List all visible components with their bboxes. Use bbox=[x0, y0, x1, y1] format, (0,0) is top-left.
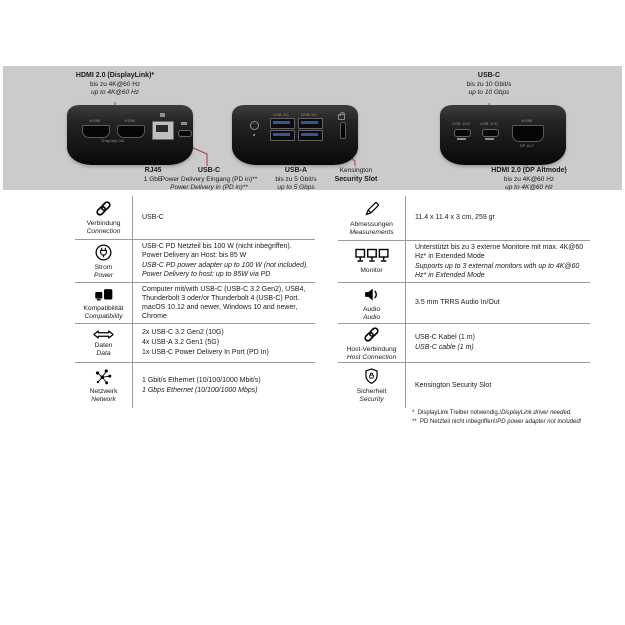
spec-label-de: Verbindung bbox=[86, 220, 121, 227]
spec-value-cell bbox=[132, 363, 315, 408]
annotation-usbc-pd bbox=[161, 167, 257, 193]
spec-row-security bbox=[338, 362, 590, 408]
usb10g-label-2: USB 10G bbox=[479, 121, 499, 126]
annotation-title: USB-A bbox=[284, 167, 308, 174]
usb-a-tab bbox=[301, 121, 318, 124]
usb-a-port-1 bbox=[270, 118, 295, 129]
spec-row-audio bbox=[338, 282, 590, 323]
annotation-title: HDMI 2.0 (DP Altmode) bbox=[491, 167, 567, 174]
spec-label-de: Audio bbox=[362, 305, 381, 313]
spec-icon-cell bbox=[338, 283, 405, 323]
dock-back-view bbox=[232, 105, 358, 165]
usb-c-10g-port-1 bbox=[454, 129, 471, 137]
spec-value-de: 1 Gbit/s Ethernet (10/100/1000 Mbit/s) bbox=[142, 376, 261, 384]
dock-front-ports-view bbox=[440, 105, 566, 165]
footnote-text-de: DisplayLink Treiber notwendig./ bbox=[417, 410, 502, 416]
footnote-marker: * bbox=[412, 410, 415, 416]
usb-a-tab bbox=[273, 121, 290, 124]
spec-label-en: Data bbox=[96, 349, 111, 357]
annotation-hdmi-displaylink bbox=[76, 72, 154, 98]
annotation-title: USB-C bbox=[477, 72, 501, 79]
spec-value-cell bbox=[405, 363, 590, 408]
usb5g-label-2: USB 5G bbox=[301, 112, 317, 117]
spec-value-cell bbox=[405, 241, 590, 282]
spec-label-en: Power bbox=[94, 271, 113, 279]
spec-table-right bbox=[338, 196, 590, 408]
spec-row-measurements bbox=[338, 196, 590, 240]
kensington-lock-icon bbox=[338, 114, 345, 120]
spec-icon-cell bbox=[75, 196, 132, 239]
speaker-icon bbox=[362, 285, 381, 304]
spec-row-network bbox=[75, 362, 315, 408]
annotation-line-1: Kensington bbox=[339, 167, 373, 174]
spec-label-de: Kompatibilität bbox=[83, 304, 124, 312]
spec-table-left bbox=[75, 196, 315, 408]
spec-label-en: Compatibility bbox=[84, 312, 123, 320]
spec-value-cell bbox=[405, 196, 590, 240]
hdmi-dp-altmode-port bbox=[512, 125, 544, 142]
spec-label-en: Connection bbox=[86, 228, 121, 235]
spec-row-data bbox=[75, 323, 315, 362]
hdmi-port-1 bbox=[82, 125, 110, 138]
spec-icon-cell bbox=[75, 283, 132, 323]
rj45-port bbox=[152, 121, 174, 140]
network-icon bbox=[94, 367, 113, 386]
spec-row-connection bbox=[75, 196, 315, 239]
annotation-hdmi-dp bbox=[491, 167, 566, 193]
footnote-marker: ** bbox=[412, 419, 417, 425]
spec-icon-cell bbox=[338, 324, 405, 362]
annotation-usba bbox=[275, 167, 316, 193]
usb-a-tab bbox=[301, 133, 318, 136]
spec-value: 3.5 mm TRRS Audio In/Out bbox=[415, 299, 500, 306]
pd-port-icon bbox=[181, 122, 187, 125]
spec-label-de: Sicherheit bbox=[356, 388, 387, 395]
spec-value-cell bbox=[132, 240, 315, 282]
spec-value-cell bbox=[132, 283, 315, 323]
monitors-icon bbox=[355, 248, 389, 265]
annotation-line-en: Power Delivery in (PD in)** bbox=[170, 184, 248, 191]
footnote-text-en: PD power adapter not included! bbox=[497, 419, 582, 425]
dp-alt-label: DP ALT bbox=[519, 143, 535, 148]
spec-icon-cell bbox=[75, 363, 132, 408]
usbc-marking-1 bbox=[457, 138, 466, 140]
spec-label-de: Host-Verbindung bbox=[346, 345, 397, 353]
hdmi2-port-label: HDMI bbox=[124, 118, 136, 123]
ruler-icon bbox=[362, 200, 381, 219]
annotation-title: RJ45 bbox=[144, 167, 162, 174]
spec-value-cell bbox=[132, 196, 315, 239]
annotation-line: 1 GbE bbox=[143, 175, 163, 183]
usb10g-label-1: USB 10G bbox=[451, 121, 471, 126]
spec-label-de: Strom bbox=[94, 263, 113, 271]
spec-row-host-connection bbox=[338, 323, 590, 362]
power-plug-icon bbox=[94, 243, 113, 262]
annotation-line-en: up to 5 Gbps bbox=[277, 184, 315, 191]
spec-label-en: Security bbox=[359, 396, 384, 403]
spec-value-de: USB-C Kabel (1 m) bbox=[415, 334, 475, 341]
spec-icon-cell bbox=[75, 240, 132, 282]
spec-value-line: 1x USB-C Power Delivery In Port (PD In) bbox=[142, 349, 269, 356]
hdmi1-port-label: HDMI bbox=[89, 118, 101, 123]
footnotes bbox=[412, 409, 581, 427]
footnote-text-de: PD Netzteil nicht inbegriffen!/ bbox=[420, 419, 498, 425]
footnote-text-en: DisplayLink driver needed. bbox=[501, 410, 572, 416]
network-port-icon bbox=[160, 113, 165, 117]
spec-row-power bbox=[75, 239, 315, 282]
displaylink-label: DisplayLink bbox=[101, 138, 125, 143]
spec-value-de: USB-C PD Netzteil bis 100 W (nicht inbegriffen). Power Delivery an Host: bis 85 W bbox=[142, 243, 292, 259]
spec-label-en: Host Connection bbox=[346, 353, 397, 361]
power-button bbox=[250, 121, 259, 130]
spec-value-en: USB-C cable (1 m) bbox=[415, 344, 474, 351]
kensington-slot bbox=[340, 122, 346, 139]
hdmi-out-label: HDMI bbox=[521, 118, 533, 123]
spec-value-en: USB-C PD power adapter up to 100 W (not included). Power Delivery to host: up to 85W via PD bbox=[142, 262, 309, 278]
annotation-line-de: bis zu 5 Gbit/s bbox=[275, 175, 317, 183]
spec-value: 11.4 x 11.4 x 3 cm, 259 gr bbox=[415, 214, 495, 221]
spec-row-monitor bbox=[338, 240, 590, 282]
usb-a-port-4 bbox=[298, 130, 323, 141]
annotation-title: HDMI 2.0 (DisplayLink)* bbox=[75, 72, 155, 79]
spec-value: Computer mit/with USB-C (USB-C 3.2 Gen2), USB4, Thunderbolt 3 oder/or Thunderbolt 4 (USB-C) Port. macOS 10.12 and newer, Windows 10 and newer, Chrome bbox=[142, 285, 306, 320]
usb-c-pd-port bbox=[178, 130, 192, 137]
spec-value-line: 4x USB-A 3.2 Gen1 (5G) bbox=[142, 339, 220, 346]
spec-row-compatibility bbox=[75, 282, 315, 323]
dock-front-view bbox=[67, 105, 193, 165]
annotation-line-de: bis zu 4K@60 Hz bbox=[503, 175, 555, 183]
spec-value-line: 2x USB-C 3.2 Gen2 (10G) bbox=[142, 329, 224, 336]
spec-label-de: Abmessungen bbox=[350, 220, 393, 228]
spec-label-en: Measurements bbox=[349, 228, 394, 236]
spec-icon-cell bbox=[338, 363, 405, 408]
spec-label: Monitor bbox=[360, 267, 383, 274]
spec-value-cell bbox=[132, 324, 315, 362]
annotation-line-2: Security Slot bbox=[334, 175, 378, 183]
annotation-kensington bbox=[335, 167, 378, 184]
spec-label-de: Daten bbox=[94, 341, 113, 349]
spec-value-en: 1 Gbps Ethernet (10/100/1000 Mbps) bbox=[142, 386, 258, 394]
usb-a-port-2 bbox=[298, 118, 323, 129]
spec-label-en: Audio bbox=[362, 313, 381, 321]
product-photos-band bbox=[3, 66, 622, 190]
usb-a-port-3 bbox=[270, 130, 295, 141]
annotation-line-de: Power Delivery Eingang (PD in)** bbox=[160, 175, 258, 183]
data-arrows-icon bbox=[93, 329, 114, 340]
footnote-displaylink bbox=[412, 409, 581, 418]
annotation-line-en: up to 4K@60 Hz bbox=[91, 89, 139, 96]
rj45-inner bbox=[156, 125, 168, 132]
usb-a-tab bbox=[273, 133, 290, 136]
annotation-line-en: up to 4K@60 Hz bbox=[505, 184, 553, 191]
annotation-line-de: bis zu 10 Gbit/s bbox=[466, 80, 512, 88]
hdmi-port-2 bbox=[117, 125, 145, 138]
spec-label-de: Netzwerk bbox=[89, 388, 118, 395]
spec-value-en: Supports up to 3 external monitors with up to 4K@60 Hz* in Extended Mode bbox=[415, 262, 580, 279]
spec-label-en: Network bbox=[91, 396, 116, 403]
annotation-usbc-10g bbox=[467, 72, 512, 98]
spec-value-cell bbox=[405, 324, 590, 362]
annotation-title: USB-C bbox=[197, 167, 221, 174]
link-icon bbox=[362, 325, 381, 344]
annotation-line-en: up to 10 Gbps bbox=[468, 89, 510, 96]
usb-c-10g-port-2 bbox=[482, 129, 499, 137]
footnote-pd-adapter bbox=[412, 418, 581, 427]
spec-value-de: Unterstützt bis zu 3 externe Monitore mit max. 4K@60 Hz* in Extended Mode bbox=[415, 243, 584, 260]
shield-lock-icon bbox=[362, 367, 381, 386]
annotation-rj45 bbox=[144, 167, 162, 184]
spec-icon-cell bbox=[75, 324, 132, 362]
spec-value: Kensington Security Slot bbox=[415, 381, 492, 389]
usbc-marking-2 bbox=[485, 138, 494, 140]
devices-icon bbox=[94, 286, 114, 303]
led-dot bbox=[253, 134, 255, 136]
usb5g-label-1: USB 5G bbox=[273, 112, 289, 117]
spec-value-cell bbox=[405, 283, 590, 323]
spec-icon-cell bbox=[338, 196, 405, 240]
spec-icon-cell bbox=[338, 241, 405, 282]
spec-value: USB-C bbox=[142, 213, 164, 221]
annotation-line-de: bis zu 4K@60 Hz bbox=[89, 80, 141, 88]
link-icon bbox=[94, 199, 113, 218]
